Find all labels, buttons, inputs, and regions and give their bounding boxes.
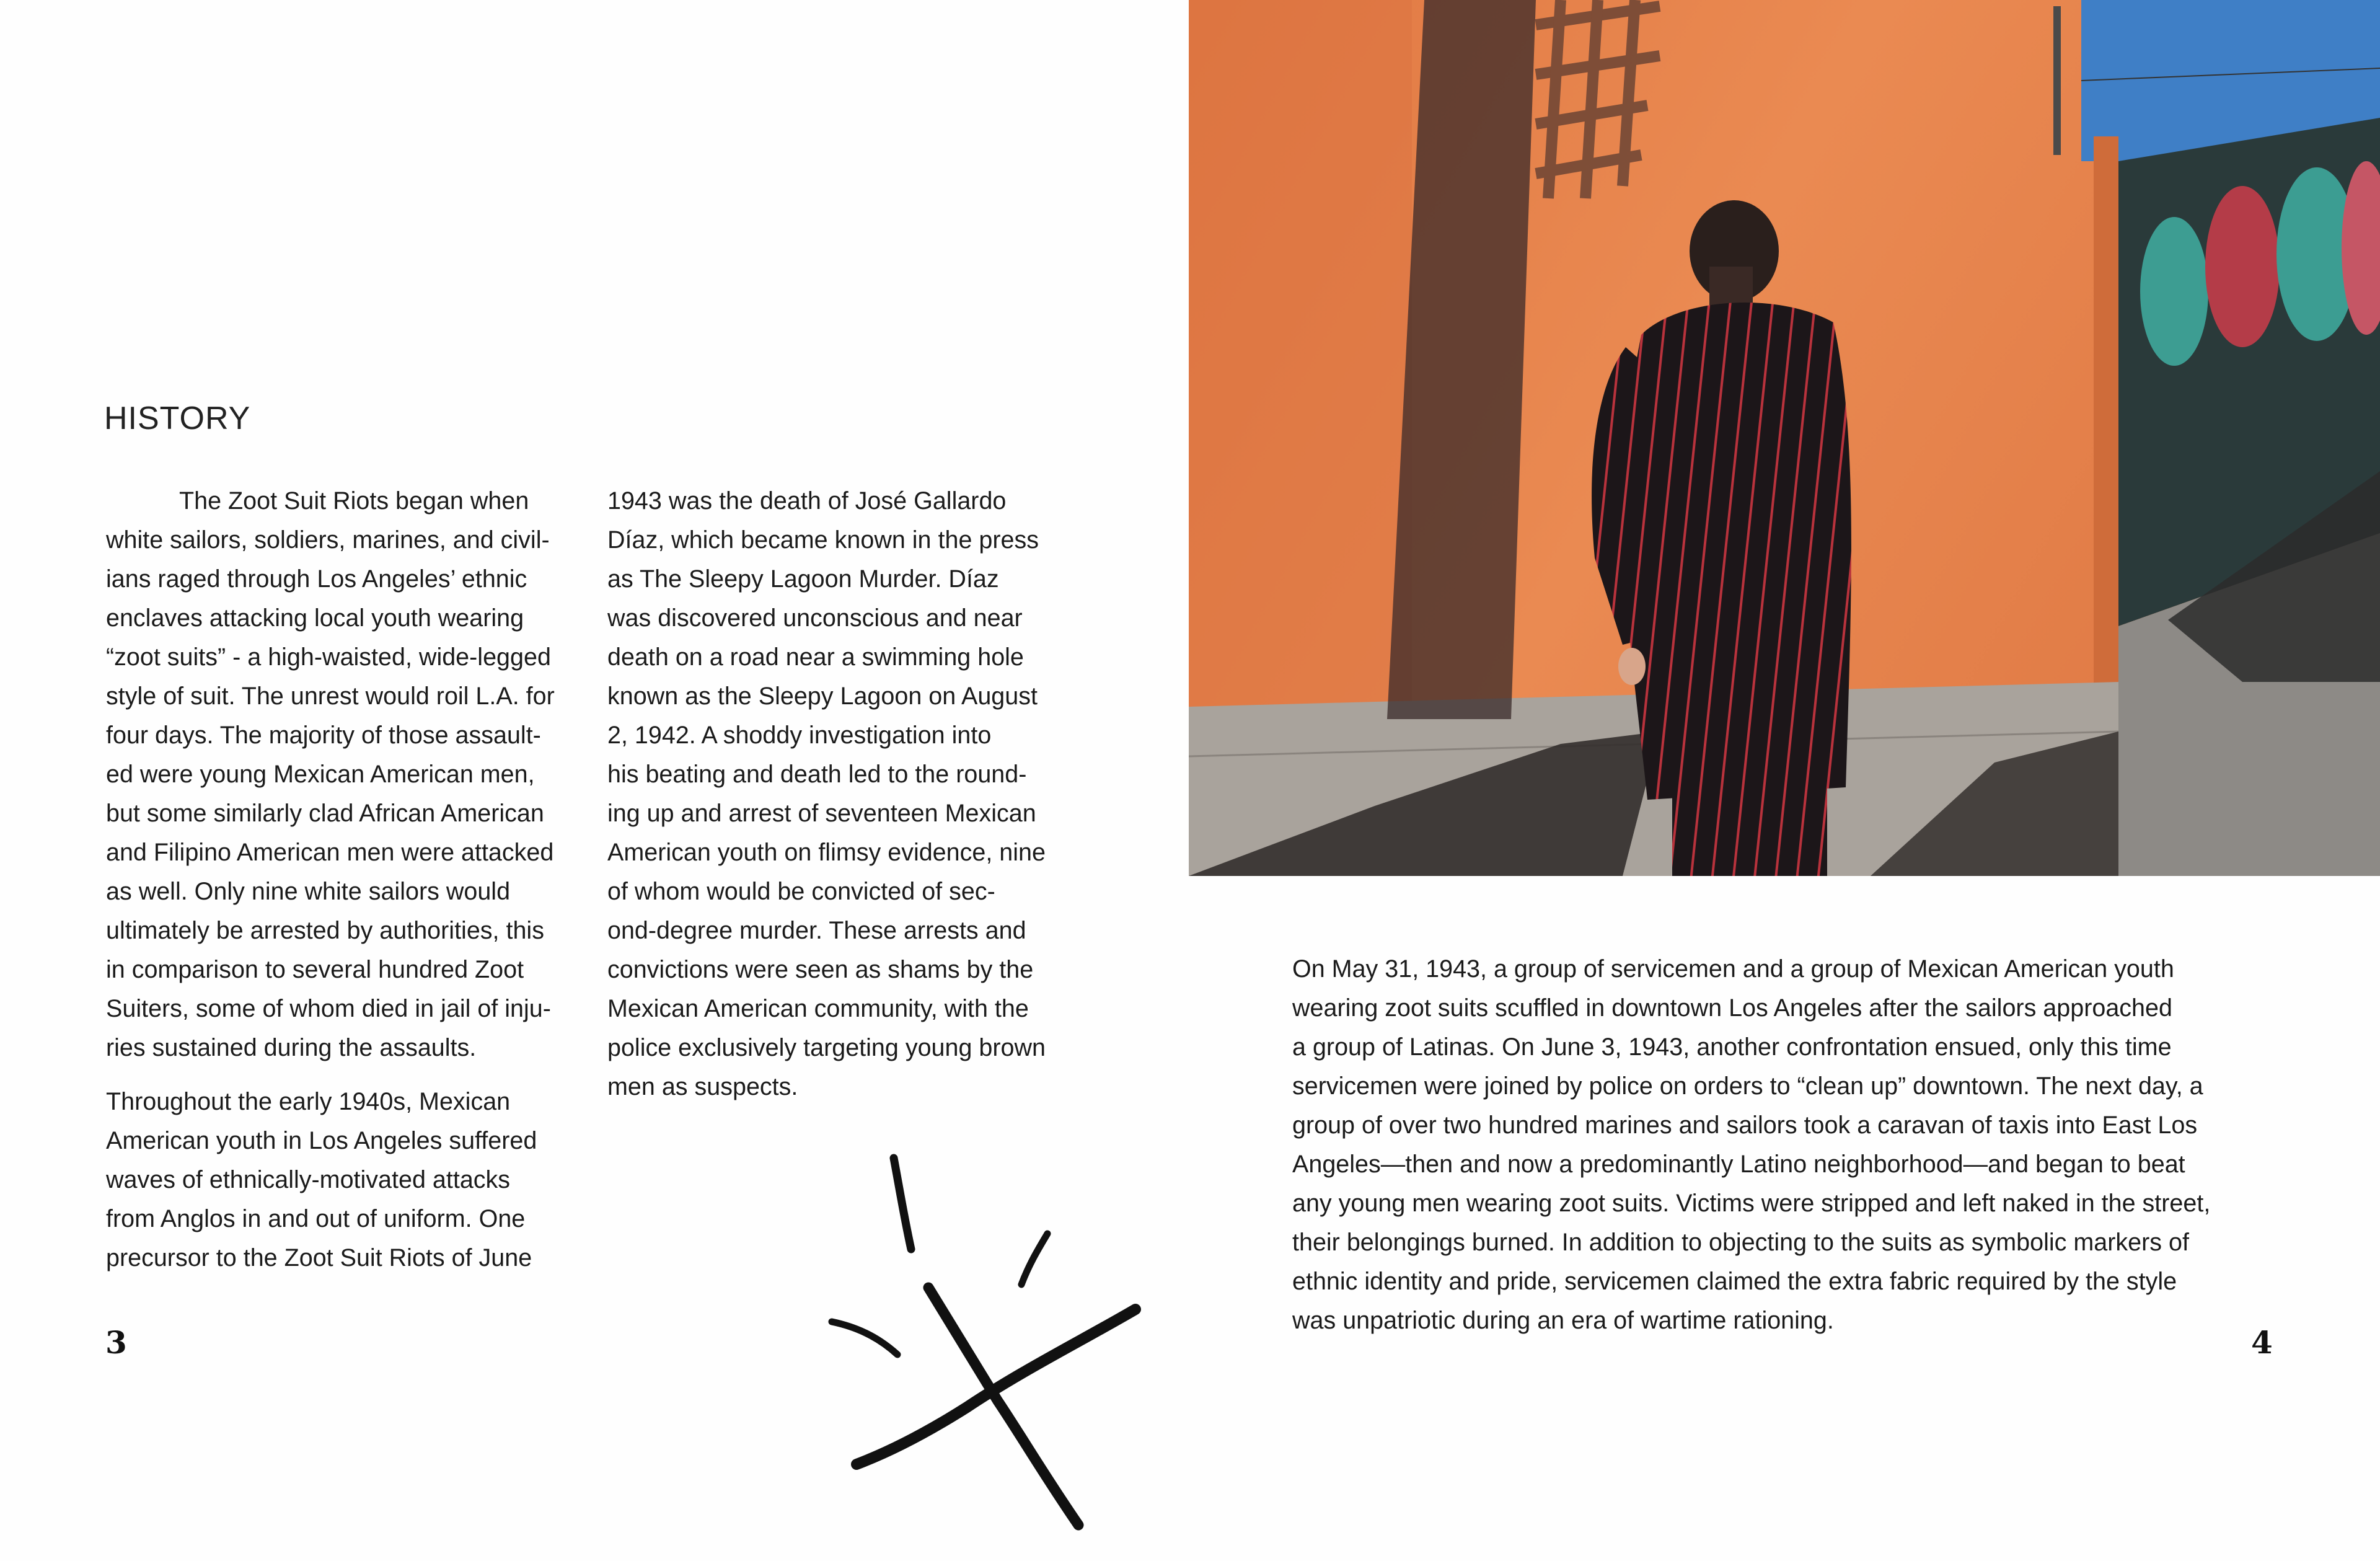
text-line: was unpatriotic during an era of wartime rationing. bbox=[1292, 1307, 1834, 1334]
text-line: known as the Sleepy Lagoon on August bbox=[607, 683, 1038, 710]
text-line: ed were young Mexican American men, bbox=[106, 761, 535, 788]
text-line: ethnic identity and pride, servicemen claimed the extra fabric required by the style bbox=[1292, 1268, 2177, 1295]
text-line: any young men wearing zoot suits. Victims were stripped and left naked in the street, bbox=[1292, 1190, 2211, 1217]
text-line: as well. Only nine white sailors would bbox=[106, 878, 511, 905]
brush-cross-mark bbox=[824, 1147, 1147, 1537]
page-number-right: 4 bbox=[2251, 1324, 2273, 1361]
text-line: ians raged through Los Angeles’ ethnic bbox=[106, 565, 527, 593]
photo-man-in-zoot-suit bbox=[1189, 0, 2380, 876]
text-line: as The Sleepy Lagoon Murder. Díaz bbox=[607, 565, 999, 593]
text-line: Throughout the early 1940s, Mexican bbox=[106, 1088, 511, 1115]
text-line: their belongings burned. In addition to objecting to the suits as symbolic markers of bbox=[1292, 1229, 2189, 1256]
text-line: ond-degree murder. These arrests and bbox=[607, 917, 1026, 944]
text-line: was discovered unconscious and near bbox=[607, 604, 1023, 632]
text-line: Angeles—then and now a predominantly Latino neighborhood—and began to beat bbox=[1292, 1151, 2185, 1178]
text-line: of whom would be convicted of sec- bbox=[607, 878, 995, 905]
text-line: and Filipino American men were attacked bbox=[106, 839, 554, 866]
text-line: Díaz, which became known in the press bbox=[607, 526, 1039, 554]
right-page-paragraph bbox=[1292, 950, 2284, 1340]
text-line: convictions were seen as shams by the bbox=[607, 956, 1034, 983]
text-line: Suiters, some of whom died in jail of inju- bbox=[106, 995, 551, 1022]
text-line: wearing zoot suits scuffled in downtown Los Angeles after the sailors approached bbox=[1292, 994, 2172, 1022]
text-line: waves of ethnically-motivated attacks bbox=[106, 1166, 511, 1193]
text-line: ries sustained during the assaults. bbox=[106, 1034, 477, 1061]
text-line: 2, 1942. A shoddy investigation into bbox=[607, 722, 992, 749]
text-line: a group of Latinas. On June 3, 1943, another confrontation ensued, only this time bbox=[1292, 1033, 2172, 1061]
text-line: American youth on flimsy evidence, nine bbox=[607, 839, 1046, 866]
text-line: ultimately be arrested by authorities, this bbox=[106, 917, 544, 944]
text-line: ing up and arrest of seventeen Mexican bbox=[607, 800, 1036, 827]
text-line: American youth in Los Angeles suffered bbox=[106, 1127, 537, 1154]
text-line: style of suit. The unrest would roil L.A. for bbox=[106, 683, 555, 710]
text-line: servicemen were joined by police on orders to “clean up” downtown. The next day, a bbox=[1292, 1072, 2203, 1100]
text-line: group of over two hundred marines and sailors took a caravan of taxis into East Los bbox=[1292, 1112, 2198, 1139]
text-line: in comparison to several hundred Zoot bbox=[106, 956, 524, 983]
paragraph-1 bbox=[106, 482, 589, 1068]
text-line: On May 31, 1943, a group of servicemen and a group of Mexican American youth bbox=[1292, 955, 2174, 983]
section-heading: HISTORY bbox=[104, 400, 251, 436]
text-line: but some similarly clad African American bbox=[106, 800, 544, 827]
paragraph-2 bbox=[106, 1082, 589, 1278]
paragraph-3 bbox=[607, 482, 1069, 1107]
text-line: The Zoot Suit Riots began when bbox=[179, 487, 529, 515]
text-line: 1943 was the death of José Gallardo bbox=[607, 487, 1007, 515]
text-line: “zoot suits” - a high-waisted, wide-legged bbox=[106, 643, 551, 671]
text-line: his beating and death led to the round- bbox=[607, 761, 1027, 788]
page-number-left: 3 bbox=[105, 1324, 127, 1361]
text-line: police exclusively targeting young brown bbox=[607, 1034, 1046, 1061]
left-column-1 bbox=[106, 482, 589, 1293]
left-column-2 bbox=[607, 482, 1069, 1107]
text-line: men as suspects. bbox=[607, 1073, 798, 1100]
text-line: Mexican American community, with the bbox=[607, 995, 1029, 1022]
text-line: death on a road near a swimming hole bbox=[607, 643, 1024, 671]
text-line: four days. The majority of those assault- bbox=[106, 722, 541, 749]
text-line: precursor to the Zoot Suit Riots of June bbox=[106, 1244, 532, 1271]
text-line: from Anglos in and out of uniform. One bbox=[106, 1205, 526, 1232]
text-line: white sailors, soldiers, marines, and civil- bbox=[106, 526, 550, 554]
text-line: enclaves attacking local youth wearing bbox=[106, 604, 524, 632]
